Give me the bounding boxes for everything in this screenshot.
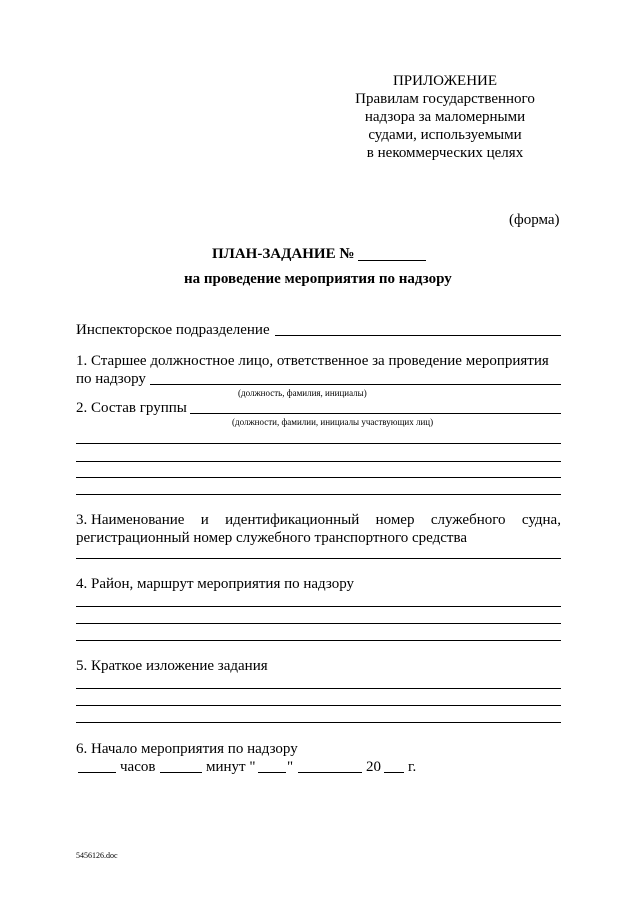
item3-word-4: номер <box>375 512 415 528</box>
item1-line2: по надзору <box>76 371 146 387</box>
item5-line-2[interactable] <box>76 705 561 706</box>
item2-extra-line-4[interactable] <box>76 494 561 495</box>
appendix-line-2: надзора за маломерными <box>364 109 526 125</box>
item2-caption: (должности, фамилии, инициалы участвующих лиц) <box>232 417 434 427</box>
footer-filename: 5456126.doc <box>76 851 118 860</box>
item4-line-2[interactable] <box>76 623 561 624</box>
appendix-line-3: судами, используемыми <box>368 127 522 143</box>
item3-line1 <box>76 511 561 529</box>
item3-word-1: 3. Наименование <box>76 512 185 528</box>
appendix-line-4: в некоммерческих целях <box>366 145 524 161</box>
item3-word-3: идентификационный <box>225 512 360 528</box>
item3-line2: регистрационный номер служебного транспортного средства <box>76 530 467 546</box>
year-suffix: г. <box>408 759 417 775</box>
item5-line-3[interactable] <box>76 722 561 723</box>
item1-caption: (должность, фамилия, инициалы) <box>238 388 367 398</box>
minutes-label: минут " <box>206 759 256 775</box>
item4-line-1[interactable] <box>76 606 561 607</box>
year-prefix: 20 <box>366 759 381 775</box>
item2-label: 2. Состав группы <box>76 400 187 416</box>
item5-label: 5. Краткое изложение задания <box>76 658 268 674</box>
plan-title: ПЛАН-ЗАДАНИЕ № <box>212 246 355 262</box>
inspector-unit-line[interactable] <box>275 335 561 336</box>
year-line[interactable] <box>384 772 404 773</box>
item2-extra-line-1[interactable] <box>76 443 561 444</box>
hours-line[interactable] <box>78 772 116 773</box>
inspector-unit-label: Инспекторское подразделение <box>76 322 270 338</box>
appendix-title: ПРИЛОЖЕНИЕ <box>392 73 498 89</box>
item2-input-line[interactable] <box>190 413 561 414</box>
appendix-line-1: Правилам государственного <box>355 91 535 107</box>
day-line[interactable] <box>258 772 286 773</box>
plan-subtitle: на проведение мероприятия по надзору <box>184 271 452 287</box>
item2-extra-line-2[interactable] <box>76 461 561 462</box>
item4-label: 4. Район, маршрут мероприятия по надзору <box>76 576 355 592</box>
item1-line1: 1. Старшее должностное лицо, ответственное за проведение мероприятия <box>76 353 549 369</box>
month-line[interactable] <box>298 772 362 773</box>
item3-word-2: и <box>200 512 209 528</box>
form-label: (форма) <box>509 212 560 228</box>
day-closing-quote: " <box>287 759 294 775</box>
minutes-line[interactable] <box>160 772 202 773</box>
plan-number-line[interactable] <box>358 260 426 261</box>
item5-line-1[interactable] <box>76 688 561 689</box>
item3-input-line[interactable] <box>76 558 561 559</box>
hours-label: часов <box>120 759 156 775</box>
item2-extra-line-3[interactable] <box>76 477 561 478</box>
item3-word-6: судна, <box>521 512 561 528</box>
item3-word-5: служебного <box>430 512 506 528</box>
item1-input-line[interactable] <box>150 384 561 385</box>
item4-line-3[interactable] <box>76 640 561 641</box>
item6-label: 6. Начало мероприятия по надзору <box>76 741 298 757</box>
